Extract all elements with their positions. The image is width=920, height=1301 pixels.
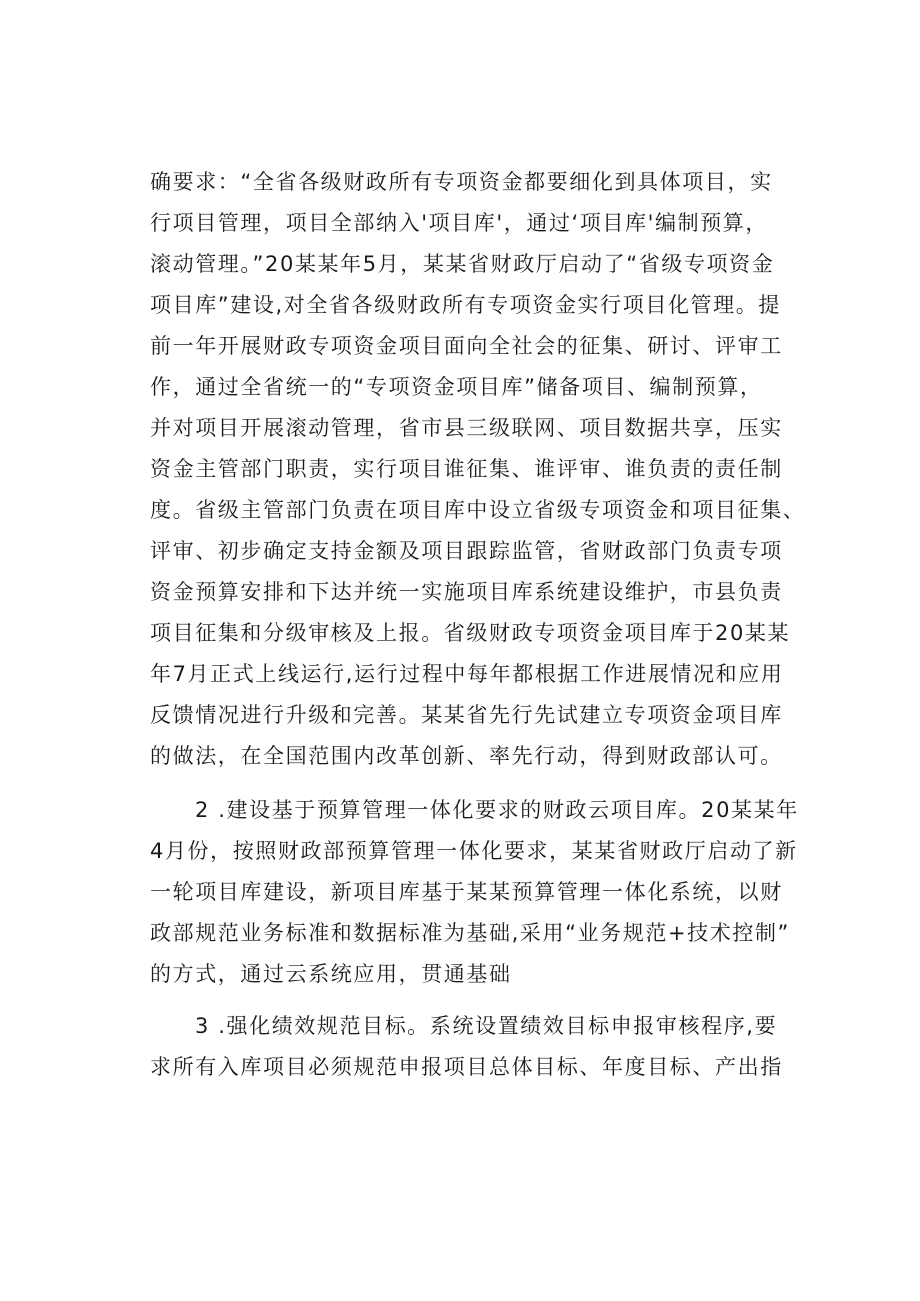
- text-line: 政部规范业务标准和数据标准为基础,采用“业务规范+技术控制”: [150, 921, 791, 945]
- text-line: 行项目管理，项目全部纳入'项目库'，通过‘项目库'编制预算，: [150, 211, 768, 235]
- text-line: 项目库”建设,对全省各级财政所有专项资金实行项目化管理。提: [150, 293, 781, 317]
- text-line: 并对项目开展滚动管理，省市县三级联网、项目数据共享，压实: [150, 416, 783, 440]
- text-line: 资金主管部门职责，实行项目谁征集、谁评审、谁负责的责任制: [150, 457, 783, 481]
- text-line: 资金预算安排和下达并统一实施项目库系统建设维护，市县负责: [150, 580, 783, 604]
- text-line: 作，通过全省统一的“专项资金项目库”储备项目、编制预算，: [150, 375, 763, 399]
- text-line: 年7月正式上线运行,运行过程中每年都根据工作进展情况和应用: [150, 662, 784, 686]
- paragraph-3-first-line: 3 .强化绩效规范目标。系统设置绩效目标申报审核程序,要: [195, 1014, 778, 1038]
- text-line: 求所有入库项目必须规范申报项目总体目标、年度目标、产出指: [150, 1055, 783, 1079]
- text-line: 反馈情况进行升级和完善。某某省先行先试建立专项资金项目库: [150, 703, 783, 727]
- text-line: 滚动管理。”20某某年5月，某某省财政厅启动了“省级专项资金: [150, 252, 775, 276]
- text-line: 度。省级主管部门负责在项目库中设立省级专项资金和项目征集、: [150, 498, 806, 522]
- text-line: 的方式，通过云系统应用，贯通基础: [150, 962, 512, 986]
- text-line: 前一年开展财政专项资金项目面向全社会的征集、研讨、评审工: [150, 334, 783, 358]
- text-line: 的做法，在全国范围内改革创新、率先行动，得到财政部认可。: [150, 744, 783, 768]
- text-line: 项目征集和分级审核及上报。省级财政专项资金项目库于20某某: [150, 621, 791, 645]
- text-line: 一轮项目库建设，新项目库基于某某预算管理一体化系统，以财: [150, 880, 783, 904]
- text-line: 确要求：“全省各级财政所有专项资金都要细化到具体项目，实: [150, 170, 773, 194]
- text-line: 评审、初步确定支持金额及项目跟踪监管，省财政部门负责专项: [150, 539, 783, 563]
- paragraph-2-first-line: 2 .建设基于预算管理一体化要求的财政云项目库。20某某年: [195, 798, 799, 822]
- text-line: 4月份，按照财政部预算管理一体化要求，某某省财政厅启动了新: [150, 839, 798, 863]
